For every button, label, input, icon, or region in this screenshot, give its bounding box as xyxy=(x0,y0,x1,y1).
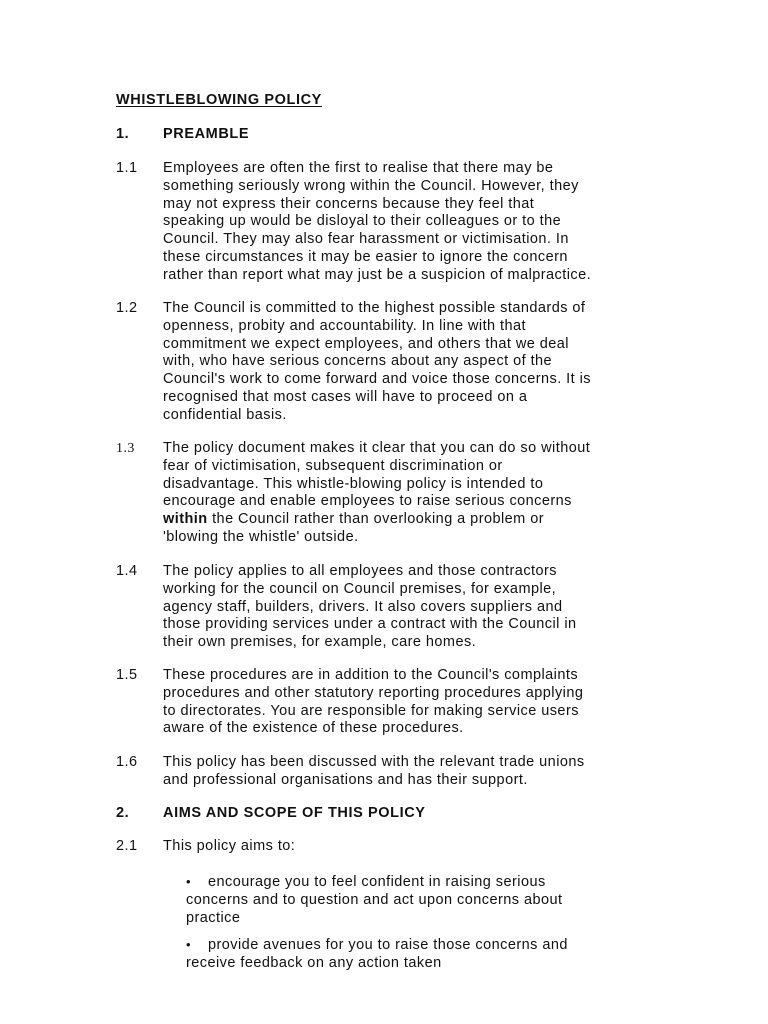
text-line: recognised that most cases will have to proceed on a xyxy=(163,388,528,405)
paragraph-number: 1.4 xyxy=(116,563,138,579)
text-line: procedures and other statutory reporting procedures applying xyxy=(163,684,584,701)
text-line: This policy aims to: xyxy=(163,838,296,854)
paragraph-1-2 xyxy=(116,300,756,425)
text-fragment: the Council rather than overlooking a problem or xyxy=(207,511,544,528)
text-line: Employees are often the first to realise that there may be xyxy=(163,160,554,176)
text-line: disadvantage. This whistle-blowing policy is intended to xyxy=(163,475,544,492)
section-heading-preamble xyxy=(116,126,249,142)
text-line: and professional organisations and has their support. xyxy=(163,771,528,788)
text-line: rather than report what may just be a suspicion of malpractice. xyxy=(163,266,592,283)
paragraph-1-5 xyxy=(116,667,756,738)
text-line: commitment we expect employees, and others that we deal xyxy=(163,335,569,352)
text-line: Council's work to come forward and voice those concerns. It is xyxy=(163,371,591,388)
text-line: working for the council on Council premises, for example, xyxy=(163,580,557,597)
text-line xyxy=(186,936,746,955)
text-line: may not express their concerns because they feel that xyxy=(163,195,535,212)
text-line: Council. They may also fear harassment or victimisation. In xyxy=(163,231,569,248)
text-line: confidential basis. xyxy=(163,406,287,423)
text-line: These procedures are in addition to the Council's complaints xyxy=(163,667,579,683)
text-line: to directorates. You are responsible for making service users xyxy=(163,702,579,719)
paragraph-number: 1.3 xyxy=(116,441,135,456)
section-number: 2. xyxy=(116,805,130,821)
text-line: with, who have serious concerns about any aspect of the xyxy=(163,353,553,370)
text-line: 'blowing the whistle' outside. xyxy=(163,528,359,545)
text-line: practice xyxy=(186,909,241,926)
text-line xyxy=(163,511,756,529)
paragraph-number: 1.6 xyxy=(116,754,138,770)
bullet-icon: • xyxy=(186,937,192,952)
paragraph-2-1 xyxy=(116,838,756,856)
text-line: speaking up would be disloyal to their colleagues or to the xyxy=(163,213,562,230)
paragraph-text xyxy=(163,838,756,856)
text-line: This policy has been discussed with the relevant trade unions xyxy=(163,754,585,770)
paragraph-number: 2.1 xyxy=(116,838,138,854)
text-line: their own premises, for example, care homes. xyxy=(163,634,477,651)
paragraph-text xyxy=(163,667,756,738)
paragraph-text xyxy=(163,563,756,652)
section-heading-aims-and-scope xyxy=(116,805,426,821)
bullet-item-provide-avenues xyxy=(186,936,746,973)
paragraph-1-1 xyxy=(116,160,756,285)
document-title: WHISTLEBLOWING POLICY xyxy=(116,92,322,108)
text-line: those providing services under a contract with the Council in xyxy=(163,616,577,633)
text-line: openness, probity and accountability. In line with that xyxy=(163,317,527,334)
paragraph-number: 1.5 xyxy=(116,667,138,683)
text-line: encourage and enable employees to raise serious concerns xyxy=(163,493,572,510)
text-line: aware of the existence of these procedures. xyxy=(163,720,464,737)
section-number: 1. xyxy=(116,126,130,142)
text-line xyxy=(186,873,746,892)
text-line: The policy document makes it clear that you can do so without xyxy=(163,440,591,456)
paragraph-number: 1.2 xyxy=(116,300,138,316)
paragraph-1-3 xyxy=(116,440,756,547)
text-line: these circumstances it may be easier to ignore the concern xyxy=(163,248,568,265)
text-line: The Council is committed to the highest possible standards of xyxy=(163,300,586,316)
text-line: concerns and to question and act upon concerns about xyxy=(186,891,563,908)
paragraph-1-6 xyxy=(116,754,756,790)
text-line: The policy applies to all employees and those contractors xyxy=(163,563,557,579)
emphasis-within: within xyxy=(163,511,208,528)
paragraph-text xyxy=(163,440,756,547)
paragraph-1-4 xyxy=(116,563,756,652)
paragraph-text xyxy=(163,160,756,285)
text-line: receive feedback on any action taken xyxy=(186,954,442,971)
paragraph-text xyxy=(163,300,756,425)
section-title: PREAMBLE xyxy=(163,126,250,142)
text-line: something seriously wrong within the Council. However, they xyxy=(163,177,579,194)
bullet-text: provide avenues for you to raise those concerns and xyxy=(208,937,568,953)
bullet-text: encourage you to feel confident in raising serious xyxy=(208,874,546,890)
section-title: AIMS AND SCOPE OF THIS POLICY xyxy=(163,805,426,821)
text-line: fear of victimisation, subsequent discrimination or xyxy=(163,457,503,474)
text-line: agency staff, builders, drivers. It also covers suppliers and xyxy=(163,598,563,615)
bullet-item-encourage xyxy=(186,873,746,927)
paragraph-number: 1.1 xyxy=(116,160,138,176)
bullet-icon: • xyxy=(186,874,192,889)
paragraph-text xyxy=(163,754,756,790)
